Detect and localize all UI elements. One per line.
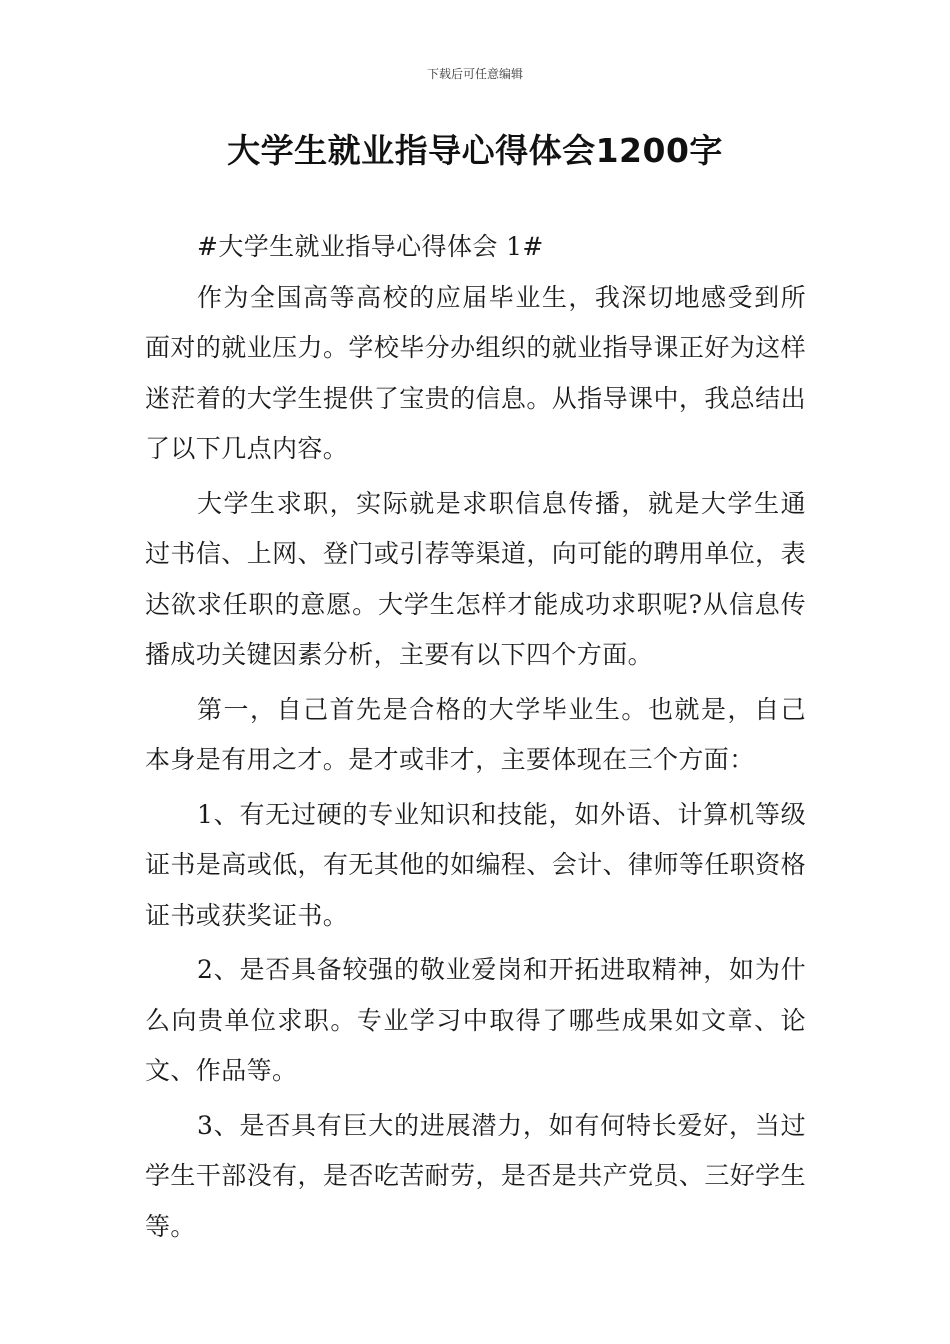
paragraph-item-3: 3、是否具有巨大的进展潜力，如有何特长爱好，当过学生干部没有，是否吃苦耐劳，是否是共产党员、三好学生等。 xyxy=(145,1110,806,1241)
paragraph-item-2: 2、是否具备较强的敬业爱岗和开拓进取精神，如为什么向贵单位求职。专业学习中取得了哪些成果如文章、论文、作品等。 xyxy=(145,955,806,1085)
paragraph-intro: 作为全国高等高校的应届毕业生，我深切地感受到所面对的就业压力。学校毕分办组织的就业指导课正好为这样迷茫着的大学生提供了宝贵的信息。从指导课中，我总结出了以下几点内容。 xyxy=(145,282,806,463)
document-title: 大学生就业指导心得体会1200字 xyxy=(227,131,723,170)
document-body xyxy=(145,222,806,1256)
header-note: 下载后可任意编辑 xyxy=(426,67,523,81)
section-heading: #大学生就业指导心得体会 1# xyxy=(197,232,544,261)
paragraph-point-one: 第一，自己首先是合格的大学毕业生。也就是，自己本身是有用之才。是才或非才，主要体现在三个方面： xyxy=(145,694,806,774)
paragraph-job-seeking: 大学生求职，实际就是求职信息传播，就是大学生通过书信、上网、登门或引荐等渠道，向可能的聘用单位，表达欲求任职的意愿。大学生怎样才能成功求职呢?从信息传播成功关键因素分析，主要有以下四个方面。 xyxy=(145,488,806,669)
paragraph-item-1: 1、有无过硬的专业知识和技能，如外语、计算机等级证书是高或低，有无其他的如编程、会计、律师等任职资格证书或获奖证书。 xyxy=(145,799,806,930)
